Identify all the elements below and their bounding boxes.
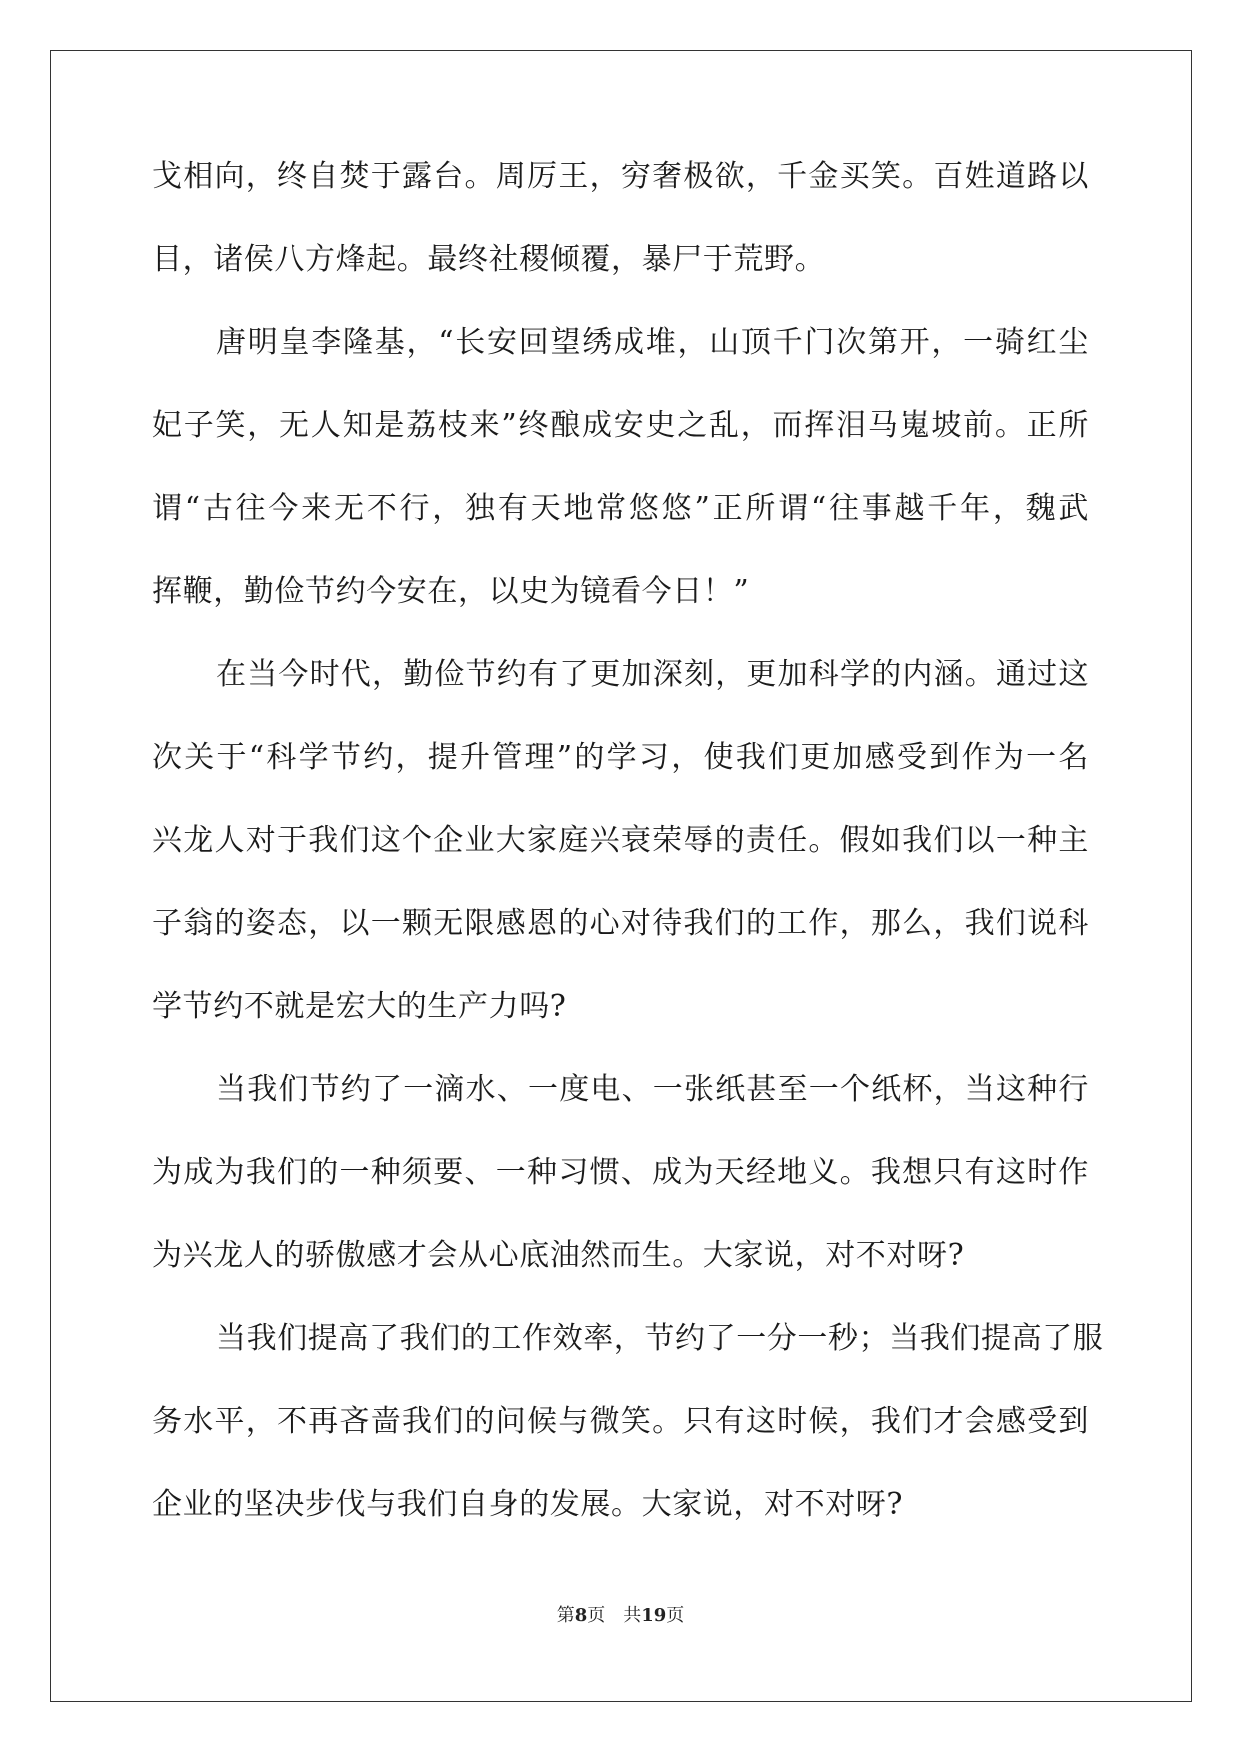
text-line: 务水平，不再吝啬我们的问候与微笑。只有这时候，我们才会感受到 <box>152 1404 1089 1439</box>
page-footer <box>0 1601 1241 1627</box>
text-line: 子翁的姿态，以一颗无限感恩的心对待我们的工作，那么，我们说科 <box>152 906 1089 941</box>
text-line: 戈相向，终自焚于露台。周厉王，穷奢极欲，千金买笑。百姓道路以 <box>152 159 1089 194</box>
text-line: 当我们提高了我们的工作效率，节约了一分一秒；当我们提高了服 <box>216 1321 1104 1356</box>
text-line: 为成为我们的一种须要、一种习惯、成为天经地义。我想只有这时作 <box>152 1155 1089 1190</box>
total-prefix: 共 <box>623 1605 642 1626</box>
page-number: 8 <box>574 1605 588 1626</box>
text-line: 兴龙人对于我们这个企业大家庭兴衰荣辱的责任。假如我们以一种主 <box>152 823 1089 858</box>
text-line: 谓“古往今来无不行，独有天地常悠悠”正所谓“往事越千年，魏武 <box>152 491 1089 526</box>
text-line: 为兴龙人的骄傲感才会从心底油然而生。大家说，对不对呀? <box>152 1238 965 1273</box>
page-suffix: 页 <box>587 1605 606 1626</box>
text-line: 挥鞭，勤俭节约今安在，以史为镜看今日！” <box>152 574 750 609</box>
document-body <box>152 159 1104 1571</box>
text-line: 学节约不就是宏大的生产力吗? <box>152 989 567 1024</box>
text-line: 妃子笑，无人知是荔枝来”终酿成安史之乱，而挥泪马嵬坡前。正所 <box>152 408 1089 443</box>
text-line: 目，诸侯八方烽起。最终社稷倾覆，暴尸于荒野。 <box>152 242 826 277</box>
text-line: 次关于“科学节约，提升管理”的学习，使我们更加感受到作为一名 <box>152 740 1089 775</box>
text-line: 唐明皇李隆基，“长安回望绣成堆，山顶千门次第开，一骑红尘 <box>216 325 1089 360</box>
page-prefix: 第 <box>556 1605 575 1626</box>
text-line: 在当今时代，勤俭节约有了更加深刻，更加科学的内涵。通过这 <box>216 657 1089 692</box>
total-suffix: 页 <box>666 1605 685 1626</box>
text-line: 企业的坚决步伐与我们自身的发展。大家说，对不对呀? <box>152 1487 904 1522</box>
text-line: 当我们节约了一滴水、一度电、一张纸甚至一个纸杯，当这种行 <box>216 1072 1089 1107</box>
total-pages: 19 <box>641 1605 667 1626</box>
